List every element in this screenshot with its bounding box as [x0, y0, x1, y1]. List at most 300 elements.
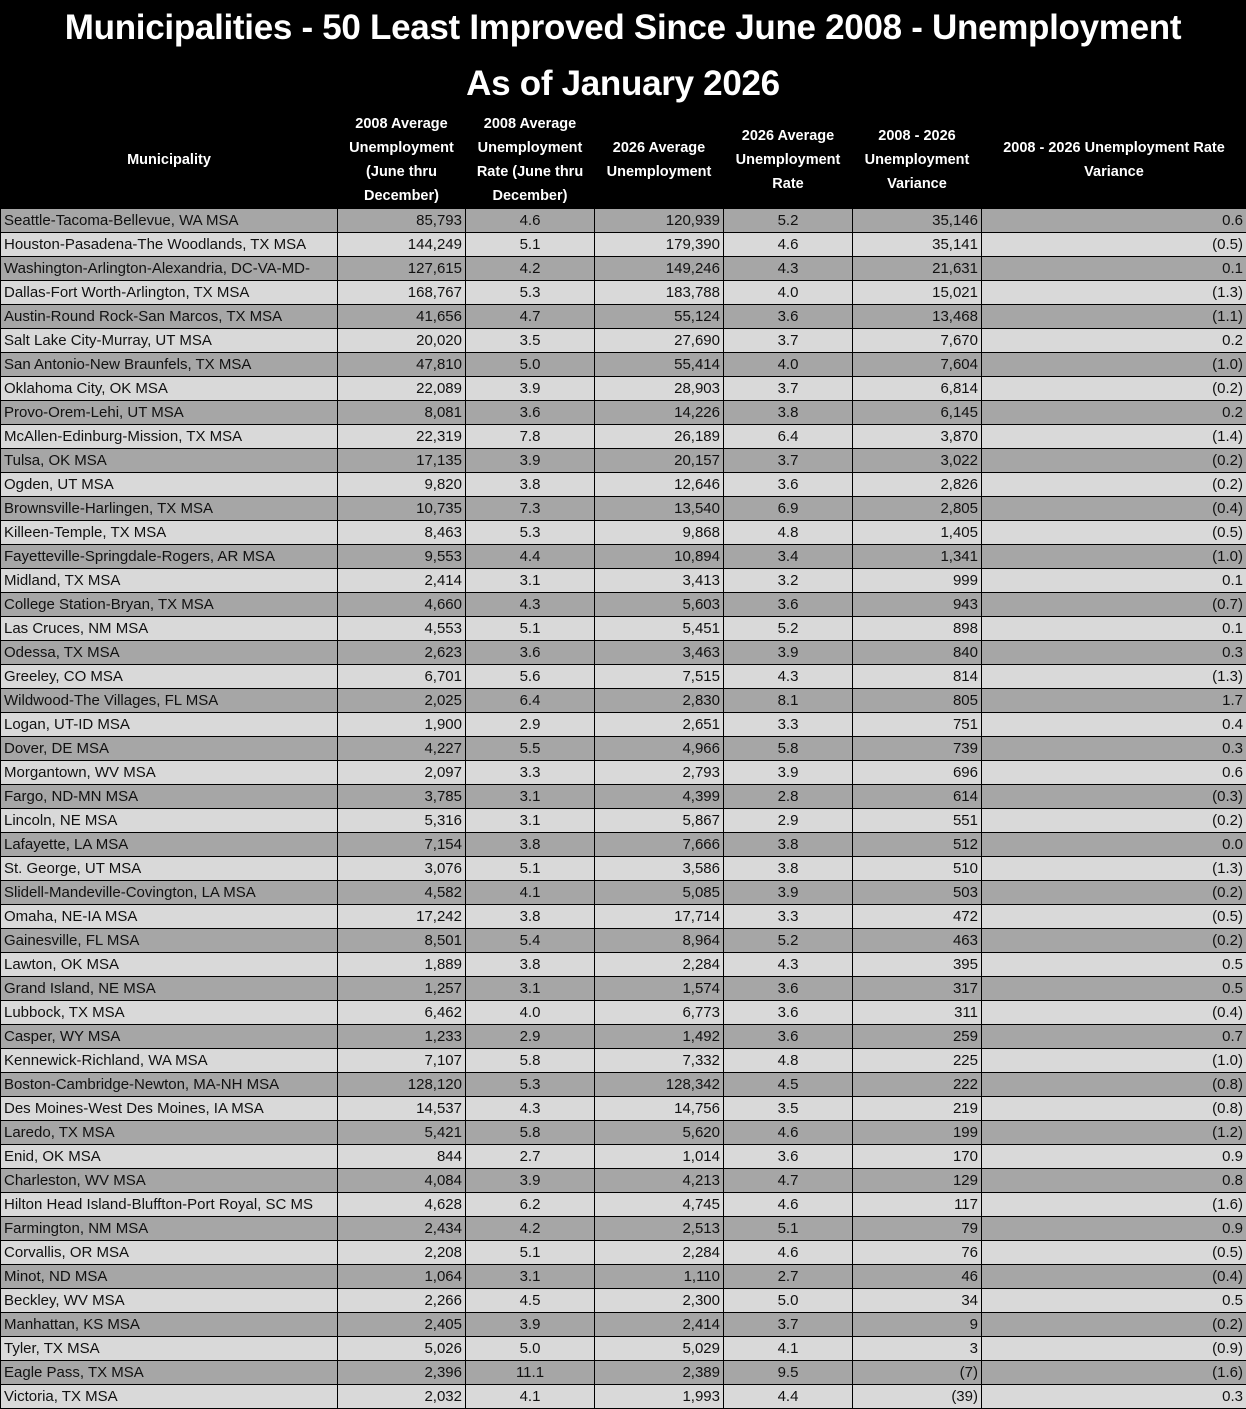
avg-unemployment-2026-cell[interactable]: 149,246	[595, 257, 724, 281]
unemployment-variance-cell[interactable]: 15,021	[853, 281, 982, 305]
unemployment-variance-cell[interactable]: 35,141	[853, 233, 982, 257]
municipality-cell[interactable]: Brownsville-Harlingen, TX MSA	[1, 497, 338, 521]
avg-unemployment-2026-cell[interactable]: 128,342	[595, 1073, 724, 1097]
rate-variance-cell[interactable]: (0.5)	[982, 1241, 1246, 1265]
avg-rate-2026-cell[interactable]: 5.0	[724, 1289, 853, 1313]
avg-unemployment-2026-cell[interactable]: 3,413	[595, 569, 724, 593]
rate-variance-cell[interactable]: (0.4)	[982, 497, 1246, 521]
avg-unemployment-2008-cell[interactable]: 1,889	[338, 953, 466, 977]
rate-variance-cell[interactable]: (0.8)	[982, 1073, 1246, 1097]
unemployment-variance-cell[interactable]: 999	[853, 569, 982, 593]
avg-unemployment-2026-cell[interactable]: 5,085	[595, 881, 724, 905]
unemployment-variance-cell[interactable]: (7)	[853, 1361, 982, 1385]
avg-unemployment-2026-cell[interactable]: 5,620	[595, 1121, 724, 1145]
unemployment-variance-cell[interactable]: 7,670	[853, 329, 982, 353]
avg-unemployment-2008-cell[interactable]: 2,414	[338, 569, 466, 593]
avg-rate-2008-cell[interactable]: 5.1	[466, 1241, 595, 1265]
avg-rate-2008-cell[interactable]: 7.3	[466, 497, 595, 521]
avg-rate-2026-cell[interactable]: 4.4	[724, 1385, 853, 1409]
avg-unemployment-2008-cell[interactable]: 2,266	[338, 1289, 466, 1313]
avg-rate-2008-cell[interactable]: 5.1	[466, 617, 595, 641]
avg-unemployment-2026-cell[interactable]: 2,793	[595, 761, 724, 785]
unemployment-variance-cell[interactable]: (39)	[853, 1385, 982, 1409]
rate-variance-cell[interactable]: (0.4)	[982, 1001, 1246, 1025]
avg-rate-2008-cell[interactable]: 3.1	[466, 785, 595, 809]
avg-unemployment-2026-cell[interactable]: 183,788	[595, 281, 724, 305]
avg-rate-2008-cell[interactable]: 4.3	[466, 593, 595, 617]
col-header-municipality[interactable]: Municipality	[1, 112, 338, 209]
avg-rate-2008-cell[interactable]: 3.8	[466, 953, 595, 977]
avg-rate-2008-cell[interactable]: 3.9	[466, 449, 595, 473]
avg-rate-2008-cell[interactable]: 2.9	[466, 713, 595, 737]
rate-variance-cell[interactable]: (0.2)	[982, 449, 1246, 473]
avg-unemployment-2008-cell[interactable]: 8,501	[338, 929, 466, 953]
municipality-cell[interactable]: Slidell-Mandeville-Covington, LA MSA	[1, 881, 338, 905]
avg-rate-2026-cell[interactable]: 3.6	[724, 1025, 853, 1049]
unemployment-variance-cell[interactable]: 463	[853, 929, 982, 953]
avg-rate-2008-cell[interactable]: 4.1	[466, 881, 595, 905]
avg-unemployment-2008-cell[interactable]: 7,154	[338, 833, 466, 857]
avg-rate-2008-cell[interactable]: 2.9	[466, 1025, 595, 1049]
municipality-cell[interactable]: Logan, UT-ID MSA	[1, 713, 338, 737]
avg-unemployment-2026-cell[interactable]: 2,284	[595, 1241, 724, 1265]
avg-rate-2026-cell[interactable]: 4.3	[724, 953, 853, 977]
municipality-cell[interactable]: Washington-Arlington-Alexandria, DC-VA-MD-	[1, 257, 338, 281]
avg-unemployment-2008-cell[interactable]: 128,120	[338, 1073, 466, 1097]
unemployment-variance-cell[interactable]: 898	[853, 617, 982, 641]
avg-unemployment-2008-cell[interactable]: 8,081	[338, 401, 466, 425]
avg-unemployment-2026-cell[interactable]: 8,964	[595, 929, 724, 953]
municipality-cell[interactable]: Dallas-Fort Worth-Arlington, TX MSA	[1, 281, 338, 305]
avg-unemployment-2008-cell[interactable]: 3,076	[338, 857, 466, 881]
avg-rate-2008-cell[interactable]: 5.8	[466, 1121, 595, 1145]
avg-rate-2026-cell[interactable]: 4.3	[724, 257, 853, 281]
municipality-cell[interactable]: Greeley, CO MSA	[1, 665, 338, 689]
avg-rate-2008-cell[interactable]: 4.1	[466, 1385, 595, 1409]
avg-rate-2026-cell[interactable]: 9.5	[724, 1361, 853, 1385]
municipality-cell[interactable]: Lubbock, TX MSA	[1, 1001, 338, 1025]
unemployment-variance-cell[interactable]: 259	[853, 1025, 982, 1049]
rate-variance-cell[interactable]: 0.6	[982, 209, 1246, 233]
avg-unemployment-2008-cell[interactable]: 14,537	[338, 1097, 466, 1121]
unemployment-variance-cell[interactable]: 1,405	[853, 521, 982, 545]
avg-rate-2026-cell[interactable]: 3.6	[724, 305, 853, 329]
avg-unemployment-2008-cell[interactable]: 2,208	[338, 1241, 466, 1265]
rate-variance-cell[interactable]: (1.3)	[982, 281, 1246, 305]
avg-rate-2008-cell[interactable]: 3.9	[466, 1169, 595, 1193]
rate-variance-cell[interactable]: 0.1	[982, 617, 1246, 641]
avg-rate-2008-cell[interactable]: 3.6	[466, 641, 595, 665]
avg-rate-2026-cell[interactable]: 5.8	[724, 737, 853, 761]
municipality-cell[interactable]: Omaha, NE-IA MSA	[1, 905, 338, 929]
avg-unemployment-2008-cell[interactable]: 85,793	[338, 209, 466, 233]
avg-rate-2008-cell[interactable]: 5.3	[466, 281, 595, 305]
col-header-2008-avg-unemployment[interactable]: 2008 Average Unemployment (June thru December)	[338, 112, 466, 209]
avg-rate-2026-cell[interactable]: 3.8	[724, 833, 853, 857]
avg-rate-2026-cell[interactable]: 3.7	[724, 377, 853, 401]
rate-variance-cell[interactable]: 0.0	[982, 833, 1246, 857]
avg-unemployment-2026-cell[interactable]: 120,939	[595, 209, 724, 233]
municipality-cell[interactable]: Gainesville, FL MSA	[1, 929, 338, 953]
municipality-cell[interactable]: Midland, TX MSA	[1, 569, 338, 593]
avg-unemployment-2026-cell[interactable]: 2,389	[595, 1361, 724, 1385]
avg-rate-2008-cell[interactable]: 3.1	[466, 977, 595, 1001]
municipality-cell[interactable]: Odessa, TX MSA	[1, 641, 338, 665]
avg-unemployment-2008-cell[interactable]: 8,463	[338, 521, 466, 545]
rate-variance-cell[interactable]: (0.2)	[982, 473, 1246, 497]
avg-rate-2008-cell[interactable]: 7.8	[466, 425, 595, 449]
avg-unemployment-2026-cell[interactable]: 1,993	[595, 1385, 724, 1409]
avg-unemployment-2008-cell[interactable]: 4,553	[338, 617, 466, 641]
avg-unemployment-2008-cell[interactable]: 2,623	[338, 641, 466, 665]
rate-variance-cell[interactable]: 0.5	[982, 977, 1246, 1001]
municipality-cell[interactable]: Morgantown, WV MSA	[1, 761, 338, 785]
avg-rate-2008-cell[interactable]: 6.2	[466, 1193, 595, 1217]
municipality-cell[interactable]: Farmington, NM MSA	[1, 1217, 338, 1241]
unemployment-variance-cell[interactable]: 6,145	[853, 401, 982, 425]
rate-variance-cell[interactable]: (0.2)	[982, 377, 1246, 401]
avg-rate-2008-cell[interactable]: 3.9	[466, 377, 595, 401]
unemployment-variance-cell[interactable]: 510	[853, 857, 982, 881]
unemployment-variance-cell[interactable]: 311	[853, 1001, 982, 1025]
unemployment-variance-cell[interactable]: 751	[853, 713, 982, 737]
avg-unemployment-2026-cell[interactable]: 1,492	[595, 1025, 724, 1049]
avg-rate-2026-cell[interactable]: 4.8	[724, 1049, 853, 1073]
municipality-cell[interactable]: Seattle-Tacoma-Bellevue, WA MSA	[1, 209, 338, 233]
municipality-cell[interactable]: Wildwood-The Villages, FL MSA	[1, 689, 338, 713]
avg-rate-2026-cell[interactable]: 4.7	[724, 1169, 853, 1193]
avg-rate-2008-cell[interactable]: 4.5	[466, 1289, 595, 1313]
rate-variance-cell[interactable]: 0.1	[982, 569, 1246, 593]
unemployment-variance-cell[interactable]: 79	[853, 1217, 982, 1241]
unemployment-variance-cell[interactable]: 3,022	[853, 449, 982, 473]
avg-rate-2026-cell[interactable]: 4.3	[724, 665, 853, 689]
avg-unemployment-2008-cell[interactable]: 2,097	[338, 761, 466, 785]
avg-rate-2026-cell[interactable]: 4.6	[724, 1193, 853, 1217]
municipality-cell[interactable]: Manhattan, KS MSA	[1, 1313, 338, 1337]
rate-variance-cell[interactable]: 0.3	[982, 737, 1246, 761]
avg-unemployment-2008-cell[interactable]: 3,785	[338, 785, 466, 809]
rate-variance-cell[interactable]: (0.5)	[982, 905, 1246, 929]
avg-rate-2008-cell[interactable]: 3.9	[466, 1313, 595, 1337]
avg-rate-2008-cell[interactable]: 5.4	[466, 929, 595, 953]
avg-unemployment-2026-cell[interactable]: 28,903	[595, 377, 724, 401]
avg-rate-2008-cell[interactable]: 3.6	[466, 401, 595, 425]
avg-unemployment-2026-cell[interactable]: 7,666	[595, 833, 724, 857]
avg-rate-2008-cell[interactable]: 11.1	[466, 1361, 595, 1385]
unemployment-variance-cell[interactable]: 222	[853, 1073, 982, 1097]
rate-variance-cell[interactable]: (0.4)	[982, 1265, 1246, 1289]
avg-unemployment-2008-cell[interactable]: 2,396	[338, 1361, 466, 1385]
avg-unemployment-2026-cell[interactable]: 4,966	[595, 737, 724, 761]
avg-rate-2026-cell[interactable]: 4.6	[724, 1121, 853, 1145]
municipality-cell[interactable]: Casper, WY MSA	[1, 1025, 338, 1049]
avg-unemployment-2026-cell[interactable]: 9,868	[595, 521, 724, 545]
unemployment-variance-cell[interactable]: 46	[853, 1265, 982, 1289]
avg-rate-2008-cell[interactable]: 4.4	[466, 545, 595, 569]
rate-variance-cell[interactable]: (0.2)	[982, 881, 1246, 905]
avg-rate-2008-cell[interactable]: 5.1	[466, 857, 595, 881]
avg-unemployment-2026-cell[interactable]: 12,646	[595, 473, 724, 497]
municipality-cell[interactable]: Austin-Round Rock-San Marcos, TX MSA	[1, 305, 338, 329]
avg-rate-2008-cell[interactable]: 5.1	[466, 233, 595, 257]
municipality-cell[interactable]: Tulsa, OK MSA	[1, 449, 338, 473]
avg-unemployment-2026-cell[interactable]: 4,213	[595, 1169, 724, 1193]
avg-rate-2008-cell[interactable]: 5.3	[466, 521, 595, 545]
municipality-cell[interactable]: Salt Lake City-Murray, UT MSA	[1, 329, 338, 353]
avg-unemployment-2026-cell[interactable]: 7,332	[595, 1049, 724, 1073]
rate-variance-cell[interactable]: 0.5	[982, 1289, 1246, 1313]
municipality-cell[interactable]: Houston-Pasadena-The Woodlands, TX MSA	[1, 233, 338, 257]
avg-unemployment-2008-cell[interactable]: 4,582	[338, 881, 466, 905]
avg-unemployment-2026-cell[interactable]: 6,773	[595, 1001, 724, 1025]
avg-rate-2008-cell[interactable]: 3.1	[466, 1265, 595, 1289]
unemployment-variance-cell[interactable]: 6,814	[853, 377, 982, 401]
avg-unemployment-2026-cell[interactable]: 14,756	[595, 1097, 724, 1121]
avg-unemployment-2026-cell[interactable]: 55,124	[595, 305, 724, 329]
municipality-cell[interactable]: Ogden, UT MSA	[1, 473, 338, 497]
municipality-cell[interactable]: Oklahoma City, OK MSA	[1, 377, 338, 401]
avg-rate-2026-cell[interactable]: 3.7	[724, 1313, 853, 1337]
avg-unemployment-2026-cell[interactable]: 4,399	[595, 785, 724, 809]
avg-unemployment-2008-cell[interactable]: 5,316	[338, 809, 466, 833]
rate-variance-cell[interactable]: 1.7	[982, 689, 1246, 713]
avg-unemployment-2008-cell[interactable]: 5,421	[338, 1121, 466, 1145]
col-header-unemployment-variance[interactable]: 2008 - 2026 Unemployment Variance	[853, 112, 982, 209]
unemployment-variance-cell[interactable]: 551	[853, 809, 982, 833]
municipality-cell[interactable]: Fayetteville-Springdale-Rogers, AR MSA	[1, 545, 338, 569]
rate-variance-cell[interactable]: 0.1	[982, 257, 1246, 281]
avg-unemployment-2008-cell[interactable]: 1,233	[338, 1025, 466, 1049]
municipality-cell[interactable]: Fargo, ND-MN MSA	[1, 785, 338, 809]
avg-rate-2026-cell[interactable]: 2.9	[724, 809, 853, 833]
rate-variance-cell[interactable]: 0.5	[982, 953, 1246, 977]
col-header-2026-avg-rate[interactable]: 2026 Average Unemployment Rate	[724, 112, 853, 209]
col-header-2026-avg-unemployment[interactable]: 2026 Average Unemployment	[595, 112, 724, 209]
avg-rate-2026-cell[interactable]: 6.9	[724, 497, 853, 521]
avg-rate-2026-cell[interactable]: 3.6	[724, 593, 853, 617]
avg-unemployment-2026-cell[interactable]: 179,390	[595, 233, 724, 257]
avg-rate-2008-cell[interactable]: 3.1	[466, 569, 595, 593]
municipality-cell[interactable]: Des Moines-West Des Moines, IA MSA	[1, 1097, 338, 1121]
avg-rate-2008-cell[interactable]: 4.2	[466, 257, 595, 281]
avg-rate-2008-cell[interactable]: 5.5	[466, 737, 595, 761]
avg-rate-2008-cell[interactable]: 3.1	[466, 809, 595, 833]
rate-variance-cell[interactable]: (0.5)	[982, 521, 1246, 545]
avg-unemployment-2026-cell[interactable]: 5,029	[595, 1337, 724, 1361]
unemployment-variance-cell[interactable]: 805	[853, 689, 982, 713]
avg-unemployment-2026-cell[interactable]: 5,603	[595, 593, 724, 617]
rate-variance-cell[interactable]: (0.2)	[982, 929, 1246, 953]
rate-variance-cell[interactable]: (0.3)	[982, 785, 1246, 809]
unemployment-variance-cell[interactable]: 35,146	[853, 209, 982, 233]
avg-unemployment-2008-cell[interactable]: 1,064	[338, 1265, 466, 1289]
avg-rate-2008-cell[interactable]: 4.2	[466, 1217, 595, 1241]
unemployment-variance-cell[interactable]: 34	[853, 1289, 982, 1313]
avg-unemployment-2008-cell[interactable]: 6,701	[338, 665, 466, 689]
unemployment-variance-cell[interactable]: 739	[853, 737, 982, 761]
rate-variance-cell[interactable]: 0.2	[982, 401, 1246, 425]
unemployment-variance-cell[interactable]: 219	[853, 1097, 982, 1121]
avg-rate-2026-cell[interactable]: 2.7	[724, 1265, 853, 1289]
avg-unemployment-2026-cell[interactable]: 5,867	[595, 809, 724, 833]
col-header-rate-variance[interactable]: 2008 - 2026 Unemployment Rate Variance	[982, 112, 1246, 209]
municipality-cell[interactable]: St. George, UT MSA	[1, 857, 338, 881]
rate-variance-cell[interactable]: (1.1)	[982, 305, 1246, 329]
avg-rate-2026-cell[interactable]: 3.3	[724, 713, 853, 737]
avg-rate-2026-cell[interactable]: 3.4	[724, 545, 853, 569]
avg-rate-2008-cell[interactable]: 3.5	[466, 329, 595, 353]
avg-rate-2008-cell[interactable]: 5.3	[466, 1073, 595, 1097]
avg-rate-2026-cell[interactable]: 5.2	[724, 209, 853, 233]
avg-unemployment-2008-cell[interactable]: 17,135	[338, 449, 466, 473]
avg-unemployment-2008-cell[interactable]: 2,405	[338, 1313, 466, 1337]
avg-rate-2026-cell[interactable]: 4.6	[724, 1241, 853, 1265]
rate-variance-cell[interactable]: (1.0)	[982, 1049, 1246, 1073]
unemployment-variance-cell[interactable]: 3	[853, 1337, 982, 1361]
unemployment-variance-cell[interactable]: 7,604	[853, 353, 982, 377]
municipality-cell[interactable]: Enid, OK MSA	[1, 1145, 338, 1169]
avg-rate-2026-cell[interactable]: 8.1	[724, 689, 853, 713]
rate-variance-cell[interactable]: (1.4)	[982, 425, 1246, 449]
avg-unemployment-2026-cell[interactable]: 2,300	[595, 1289, 724, 1313]
unemployment-variance-cell[interactable]: 696	[853, 761, 982, 785]
avg-unemployment-2026-cell[interactable]: 14,226	[595, 401, 724, 425]
avg-unemployment-2026-cell[interactable]: 1,014	[595, 1145, 724, 1169]
avg-unemployment-2026-cell[interactable]: 2,513	[595, 1217, 724, 1241]
rate-variance-cell[interactable]: (1.2)	[982, 1121, 1246, 1145]
avg-unemployment-2008-cell[interactable]: 1,900	[338, 713, 466, 737]
municipality-cell[interactable]: Kennewick-Richland, WA MSA	[1, 1049, 338, 1073]
rate-variance-cell[interactable]: 0.4	[982, 713, 1246, 737]
rate-variance-cell[interactable]: 0.7	[982, 1025, 1246, 1049]
avg-unemployment-2026-cell[interactable]: 1,110	[595, 1265, 724, 1289]
avg-unemployment-2026-cell[interactable]: 1,574	[595, 977, 724, 1001]
avg-rate-2008-cell[interactable]: 4.3	[466, 1097, 595, 1121]
avg-rate-2026-cell[interactable]: 3.9	[724, 881, 853, 905]
unemployment-variance-cell[interactable]: 21,631	[853, 257, 982, 281]
rate-variance-cell[interactable]: (0.2)	[982, 809, 1246, 833]
avg-unemployment-2008-cell[interactable]: 127,615	[338, 257, 466, 281]
avg-unemployment-2008-cell[interactable]: 41,656	[338, 305, 466, 329]
avg-unemployment-2026-cell[interactable]: 27,690	[595, 329, 724, 353]
unemployment-variance-cell[interactable]: 13,468	[853, 305, 982, 329]
avg-rate-2026-cell[interactable]: 3.8	[724, 857, 853, 881]
avg-unemployment-2008-cell[interactable]: 20,020	[338, 329, 466, 353]
municipality-cell[interactable]: Dover, DE MSA	[1, 737, 338, 761]
rate-variance-cell[interactable]: 0.6	[982, 761, 1246, 785]
avg-rate-2008-cell[interactable]: 4.7	[466, 305, 595, 329]
avg-unemployment-2026-cell[interactable]: 10,894	[595, 545, 724, 569]
avg-unemployment-2008-cell[interactable]: 4,227	[338, 737, 466, 761]
avg-rate-2008-cell[interactable]: 5.0	[466, 353, 595, 377]
unemployment-variance-cell[interactable]: 117	[853, 1193, 982, 1217]
rate-variance-cell[interactable]: (0.2)	[982, 1313, 1246, 1337]
rate-variance-cell[interactable]: (1.6)	[982, 1361, 1246, 1385]
avg-rate-2026-cell[interactable]: 5.2	[724, 929, 853, 953]
municipality-cell[interactable]: Grand Island, NE MSA	[1, 977, 338, 1001]
avg-unemployment-2008-cell[interactable]: 9,820	[338, 473, 466, 497]
avg-unemployment-2026-cell[interactable]: 2,651	[595, 713, 724, 737]
avg-unemployment-2026-cell[interactable]: 17,714	[595, 905, 724, 929]
avg-unemployment-2026-cell[interactable]: 4,745	[595, 1193, 724, 1217]
avg-rate-2008-cell[interactable]: 3.8	[466, 905, 595, 929]
rate-variance-cell[interactable]: 0.8	[982, 1169, 1246, 1193]
rate-variance-cell[interactable]: (1.3)	[982, 857, 1246, 881]
avg-unemployment-2008-cell[interactable]: 9,553	[338, 545, 466, 569]
unemployment-variance-cell[interactable]: 76	[853, 1241, 982, 1265]
avg-rate-2026-cell[interactable]: 5.2	[724, 617, 853, 641]
unemployment-variance-cell[interactable]: 472	[853, 905, 982, 929]
rate-variance-cell[interactable]: (1.0)	[982, 545, 1246, 569]
avg-rate-2026-cell[interactable]: 3.9	[724, 641, 853, 665]
avg-rate-2026-cell[interactable]: 4.5	[724, 1073, 853, 1097]
avg-rate-2026-cell[interactable]: 3.5	[724, 1097, 853, 1121]
col-header-2008-avg-rate[interactable]: 2008 Average Unemployment Rate (June thru December)	[466, 112, 595, 209]
avg-rate-2026-cell[interactable]: 3.6	[724, 1145, 853, 1169]
avg-rate-2008-cell[interactable]: 5.0	[466, 1337, 595, 1361]
municipality-cell[interactable]: Charleston, WV MSA	[1, 1169, 338, 1193]
avg-unemployment-2008-cell[interactable]: 7,107	[338, 1049, 466, 1073]
unemployment-variance-cell[interactable]: 199	[853, 1121, 982, 1145]
unemployment-variance-cell[interactable]: 840	[853, 641, 982, 665]
municipality-cell[interactable]: Eagle Pass, TX MSA	[1, 1361, 338, 1385]
avg-unemployment-2008-cell[interactable]: 17,242	[338, 905, 466, 929]
avg-rate-2008-cell[interactable]: 5.6	[466, 665, 595, 689]
municipality-cell[interactable]: Tyler, TX MSA	[1, 1337, 338, 1361]
avg-rate-2026-cell[interactable]: 3.7	[724, 449, 853, 473]
avg-unemployment-2008-cell[interactable]: 4,628	[338, 1193, 466, 1217]
municipality-cell[interactable]: Beckley, WV MSA	[1, 1289, 338, 1313]
unemployment-variance-cell[interactable]: 170	[853, 1145, 982, 1169]
rate-variance-cell[interactable]: (0.9)	[982, 1337, 1246, 1361]
municipality-cell[interactable]: Laredo, TX MSA	[1, 1121, 338, 1145]
unemployment-variance-cell[interactable]: 225	[853, 1049, 982, 1073]
avg-unemployment-2026-cell[interactable]: 26,189	[595, 425, 724, 449]
municipality-cell[interactable]: College Station-Bryan, TX MSA	[1, 593, 338, 617]
avg-unemployment-2026-cell[interactable]: 5,451	[595, 617, 724, 641]
municipality-cell[interactable]: McAllen-Edinburg-Mission, TX MSA	[1, 425, 338, 449]
municipality-cell[interactable]: Lawton, OK MSA	[1, 953, 338, 977]
avg-rate-2008-cell[interactable]: 3.8	[466, 833, 595, 857]
unemployment-variance-cell[interactable]: 503	[853, 881, 982, 905]
rate-variance-cell[interactable]: 0.9	[982, 1217, 1246, 1241]
avg-rate-2026-cell[interactable]: 3.6	[724, 977, 853, 1001]
avg-unemployment-2026-cell[interactable]: 13,540	[595, 497, 724, 521]
avg-unemployment-2008-cell[interactable]: 1,257	[338, 977, 466, 1001]
rate-variance-cell[interactable]: 0.9	[982, 1145, 1246, 1169]
rate-variance-cell[interactable]: 0.3	[982, 1385, 1246, 1409]
avg-unemployment-2008-cell[interactable]: 4,084	[338, 1169, 466, 1193]
unemployment-variance-cell[interactable]: 814	[853, 665, 982, 689]
avg-rate-2008-cell[interactable]: 6.4	[466, 689, 595, 713]
avg-unemployment-2008-cell[interactable]: 2,032	[338, 1385, 466, 1409]
avg-unemployment-2026-cell[interactable]: 7,515	[595, 665, 724, 689]
rate-variance-cell[interactable]: (1.0)	[982, 353, 1246, 377]
avg-rate-2008-cell[interactable]: 2.7	[466, 1145, 595, 1169]
avg-unemployment-2008-cell[interactable]: 168,767	[338, 281, 466, 305]
unemployment-variance-cell[interactable]: 512	[853, 833, 982, 857]
municipality-cell[interactable]: Victoria, TX MSA	[1, 1385, 338, 1409]
avg-unemployment-2008-cell[interactable]: 844	[338, 1145, 466, 1169]
municipality-cell[interactable]: Hilton Head Island-Bluffton-Port Royal, SC MS	[1, 1193, 338, 1217]
avg-unemployment-2026-cell[interactable]: 3,586	[595, 857, 724, 881]
rate-variance-cell[interactable]: (0.7)	[982, 593, 1246, 617]
unemployment-variance-cell[interactable]: 129	[853, 1169, 982, 1193]
avg-unemployment-2008-cell[interactable]: 6,462	[338, 1001, 466, 1025]
unemployment-variance-cell[interactable]: 9	[853, 1313, 982, 1337]
avg-rate-2026-cell[interactable]: 3.3	[724, 905, 853, 929]
